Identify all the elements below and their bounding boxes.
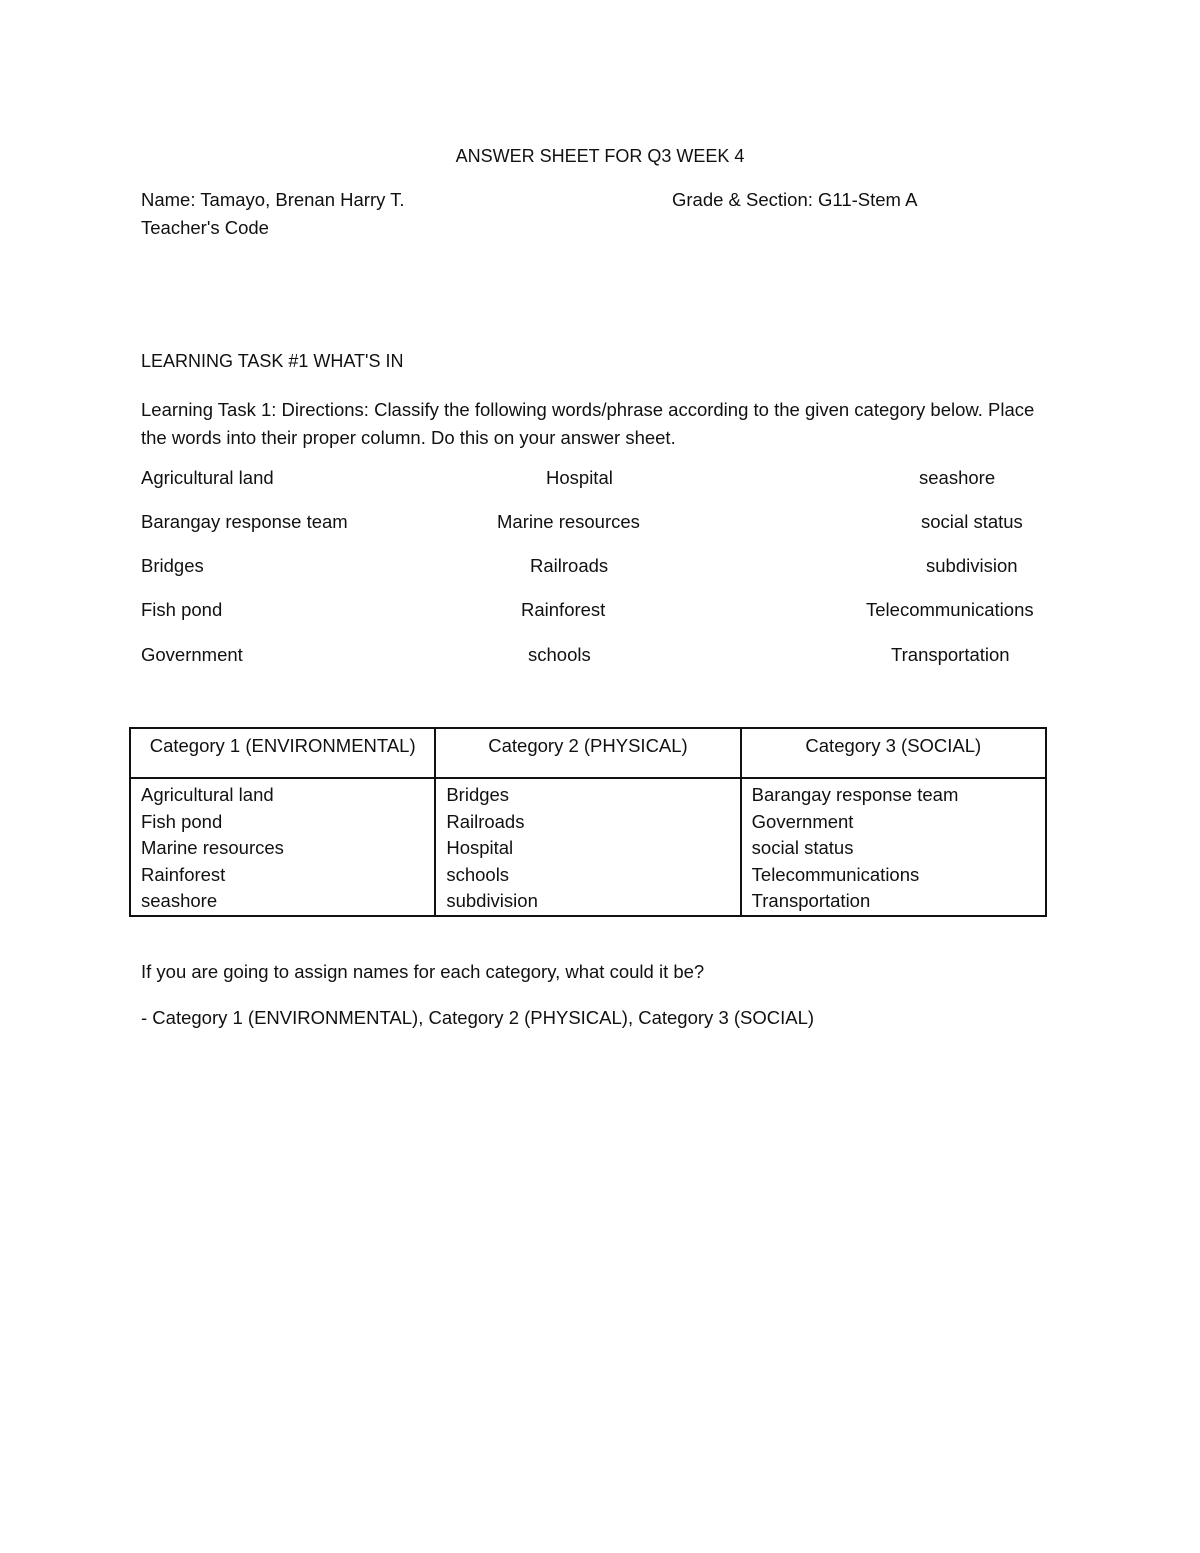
answer-text: - Category 1 (ENVIRONMENTAL), Category 2 (PHYSICAL), Category 3 (SOCIAL) (141, 1007, 815, 1028)
cell-item: Railroads (446, 810, 525, 832)
table-cell-environmental (130, 778, 435, 916)
table-cell-social (741, 778, 1046, 916)
column-header: Category 3 (SOCIAL) (741, 728, 1046, 778)
cell-item: Rainforest (141, 863, 226, 885)
cell-item: Marine resources (141, 837, 284, 858)
word-item: Marine resources (497, 511, 640, 532)
cell-item: seashore (141, 890, 218, 911)
cell-item: Transportation (751, 890, 871, 911)
document-title: ANSWER SHEET FOR Q3 WEEK 4 (455, 146, 745, 166)
task-heading: LEARNING TASK #1 WHAT'S IN (141, 351, 404, 371)
word-item: social status (921, 511, 1023, 532)
column-header: Category 1 (ENVIRONMENTAL) (130, 728, 435, 778)
question-text: If you are going to assign names for each category, what could it be? (141, 961, 705, 982)
category-table (129, 727, 1047, 917)
word-item: seashore (919, 467, 996, 488)
cell-item: Barangay response team (751, 784, 959, 805)
cell-item: Telecommunications (751, 863, 920, 885)
word-item: Government (141, 644, 243, 665)
cell-item: Hospital (446, 837, 514, 858)
word-item: Agricultural land (141, 467, 274, 488)
word-item: Fish pond (141, 599, 223, 620)
table-header-row (130, 728, 1046, 778)
word-item: Transportation (891, 644, 1010, 665)
word-item: Bridges (141, 555, 204, 576)
word-item: subdivision (926, 555, 1018, 576)
word-row (0, 601, 1200, 625)
student-name: Name: Tamayo, Brenan Harry T. (141, 189, 405, 210)
word-item: Railroads (530, 555, 609, 576)
word-row (0, 469, 1200, 493)
cell-item: Government (751, 810, 854, 832)
word-row (0, 557, 1200, 581)
word-row (0, 646, 1200, 670)
cell-item: subdivision (446, 890, 538, 911)
cell-item: Agricultural land (141, 784, 274, 805)
word-item: Telecommunications (866, 599, 1034, 620)
word-row (0, 513, 1200, 537)
table-cell-physical (435, 778, 740, 916)
cell-item: social status (751, 837, 854, 858)
word-item: Barangay response team (141, 511, 348, 532)
column-header: Category 2 (PHYSICAL) (435, 728, 740, 778)
word-item: Rainforest (521, 599, 606, 620)
teacher-code: Teacher's Code (141, 217, 269, 238)
table-row (130, 778, 1046, 916)
cell-item: Fish pond (141, 810, 223, 832)
cell-item: schools (446, 863, 510, 885)
word-item: schools (528, 644, 591, 665)
task-directions: Learning Task 1: Directions: Classify the following words/phrase according to the given category below. Place the words into their proper column. Do this on your answer sheet. (141, 399, 1035, 448)
grade-section: Grade & Section: G11-Stem A (672, 189, 918, 210)
word-item: Hospital (546, 467, 613, 488)
cell-item: Bridges (446, 784, 510, 805)
